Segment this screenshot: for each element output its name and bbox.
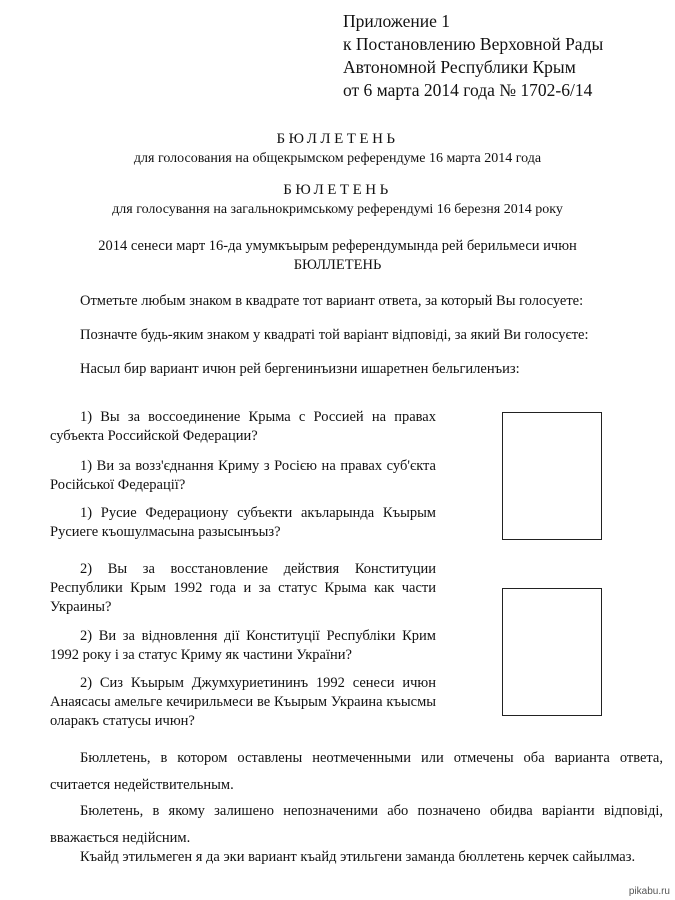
appendix-date-number: от 6 марта 2014 года № 1702-6/14 <box>343 80 593 100</box>
appendix-title: Приложение 1 <box>343 11 451 31</box>
option-1-crh: 1) Русие Федерациону субъекти акъларында Къырым Русиеге къошулмасына разысынъыз? <box>50 505 436 540</box>
watermark: pikabu.ru <box>628 886 670 897</box>
option-2-checkbox[interactable] <box>502 588 602 716</box>
ballot-subtitle-crh: 2014 сенеси март 16-да умумкъырым референдумында рей берильмеси ичюн <box>98 238 577 254</box>
footer-note-crh: Къайд этильмеген я да эки вариант къайд этильгени заманда бюллетень керчек сайылмаз. <box>80 849 636 865</box>
option-1-checkbox[interactable] <box>502 412 602 540</box>
instruction-uk: Позначте будь-яким знаком у квадраті той варіант відповіді, за який Ви голосуєте: <box>80 327 589 343</box>
appendix-resolution: к Постановлению Верховной Рады <box>343 34 604 54</box>
ballot-subtitle-ru: для голосования на общекрымском референдуме 16 марта 2014 года <box>133 151 542 166</box>
option-2-uk: 2) Ви за відновлення дії Конституції Республіки Крим 1992 року і за статус Криму як частини України? <box>50 628 436 663</box>
ballot-subtitle-uk: для голосування на загальнокримському референдумі 16 березня 2014 року <box>112 202 563 217</box>
instruction-ru: Отметьте любым знаком в квадрате тот вариант ответа, за который Вы голосуете: <box>80 293 584 309</box>
footer-note-uk: Бюлетень, в якому залишено непозначеними або позначено обидва варіанти відповіді, вважається недійсним. <box>50 803 663 846</box>
ballot-title-uk: БЮЛЕТЕНЬ <box>283 182 392 198</box>
option-2-crh: 2) Сиз Къырым Джумхуриетининъ 1992 сенеси ичюн Анаясасы амельге кечирильмеси ве Къырым Украина къысмы оларакъ статусы ичюн? <box>50 675 436 729</box>
option-1-ru: 1) Вы за воссоединение Крыма с Россией на правах субъекта Российской Федерации? <box>50 409 436 444</box>
instruction-crh: Насыл бир вариант ичюн рей бергенинъизни ишаретнен бельгиленъиз: <box>80 361 520 377</box>
ballot-title-ru: БЮЛЛЕТЕНЬ <box>276 131 399 147</box>
footer-note-ru: Бюллетень, в котором оставлены неотмеченными или отмечены оба варианта ответа, считается недействительным. <box>50 750 663 793</box>
appendix-block <box>343 10 603 102</box>
ballot-title-crh: БЮЛЛЕТЕНЬ <box>293 257 382 273</box>
option-1-uk: 1) Ви за возз'єднання Криму з Росією на правах суб'єкта Російської Федерації? <box>50 458 436 493</box>
appendix-authority: Автономной Республики Крым <box>343 57 576 77</box>
option-2-ru: 2) Вы за восстановление действия Конституции Республики Крым 1992 года и за статус Крыма как части Украины? <box>50 561 436 615</box>
